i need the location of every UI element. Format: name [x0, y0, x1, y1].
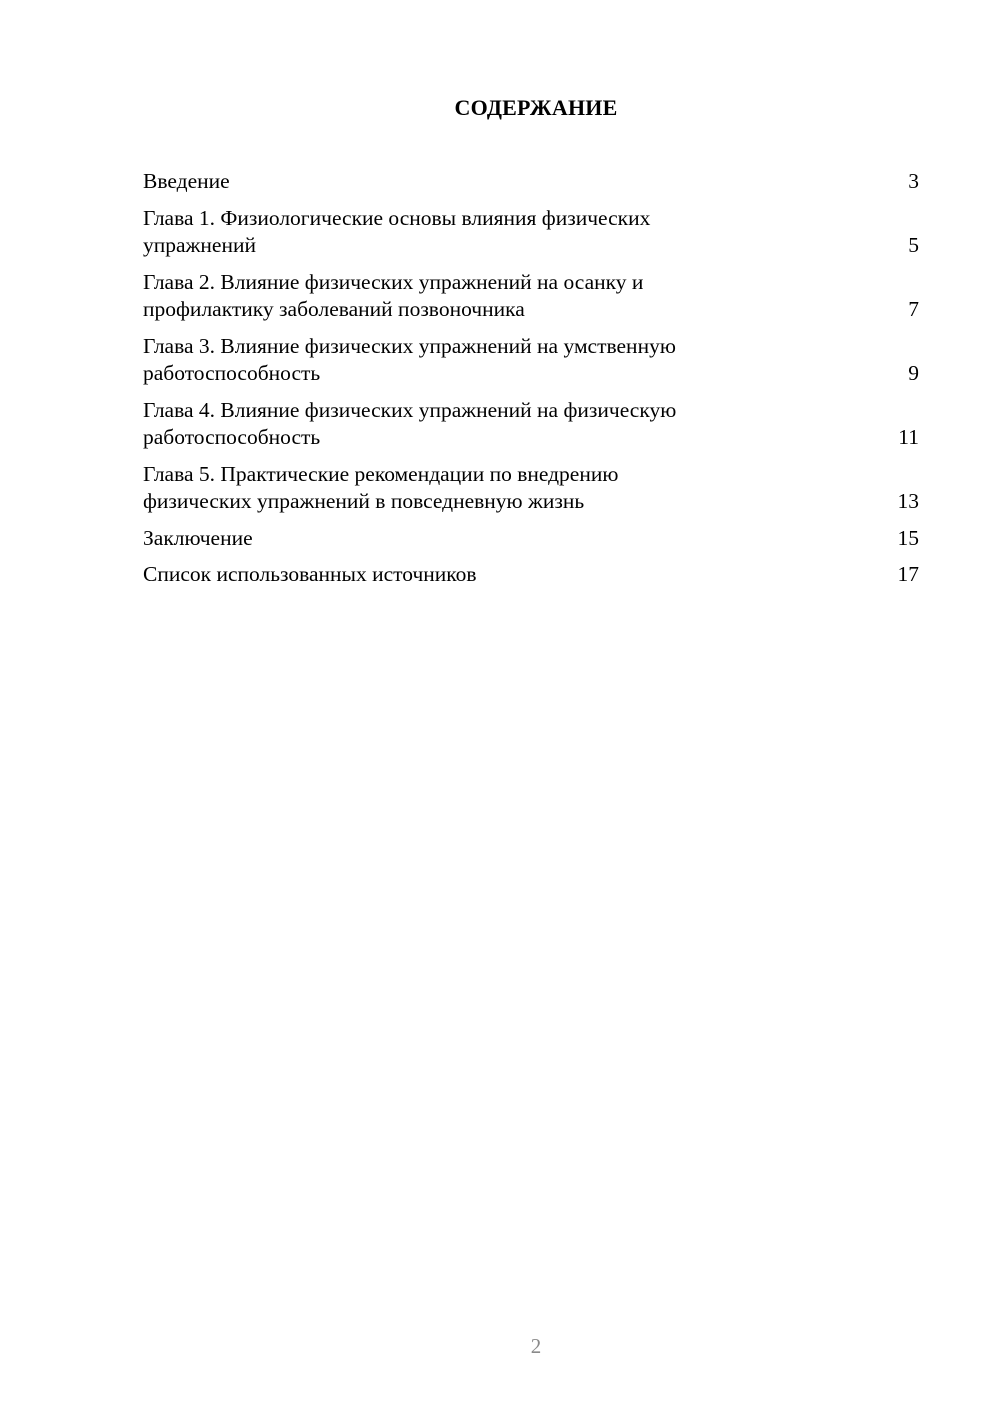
table-of-contents: [143, 168, 919, 598]
toc-entry-introduction: [143, 168, 919, 196]
toc-entry-title: Глава 1. Физиологические основы влияния физических упражнений: [143, 205, 651, 257]
toc-entry-title: Список использованных источников: [143, 562, 477, 586]
toc-entry-conclusion: [143, 525, 919, 553]
toc-entry-title: Глава 5. Практические рекомендации по внедрению физических упражнений в повседневную жизнь: [143, 461, 619, 513]
toc-entry-title: Введение: [143, 169, 230, 193]
toc-entry-page: 13: [897, 489, 919, 513]
toc-entry-page: 7: [908, 297, 919, 321]
toc-entry-chapter-5: [143, 461, 919, 516]
toc-entry-chapter-2: [143, 269, 919, 324]
toc-entry-chapter-4: [143, 397, 919, 452]
toc-entry-page: 11: [898, 425, 919, 449]
toc-entry-chapter-3: [143, 333, 919, 388]
toc-entry-references: [143, 561, 919, 589]
toc-entry-page: 17: [897, 562, 919, 586]
toc-entry-page: 15: [897, 525, 919, 550]
toc-entry-page: 9: [908, 361, 919, 385]
toc-entry-chapter-1: [143, 205, 919, 260]
toc-entry-page: 3: [908, 169, 919, 193]
page-title: СОДЕРЖАНИЕ: [454, 95, 618, 120]
toc-entry-title: Глава 3. Влияние физических упражнений на умственную работоспособность: [143, 333, 676, 385]
toc-entry-title: Заключение: [143, 525, 253, 550]
toc-entry-title: Глава 4. Влияние физических упражнений на физическую работоспособность: [143, 397, 677, 449]
toc-entry-title: Глава 2. Влияние физических упражнений на осанку и профилактику заболеваний позвоночника: [143, 269, 644, 321]
toc-entry-page: 5: [908, 233, 919, 257]
page-number: 2: [530, 1334, 542, 1358]
